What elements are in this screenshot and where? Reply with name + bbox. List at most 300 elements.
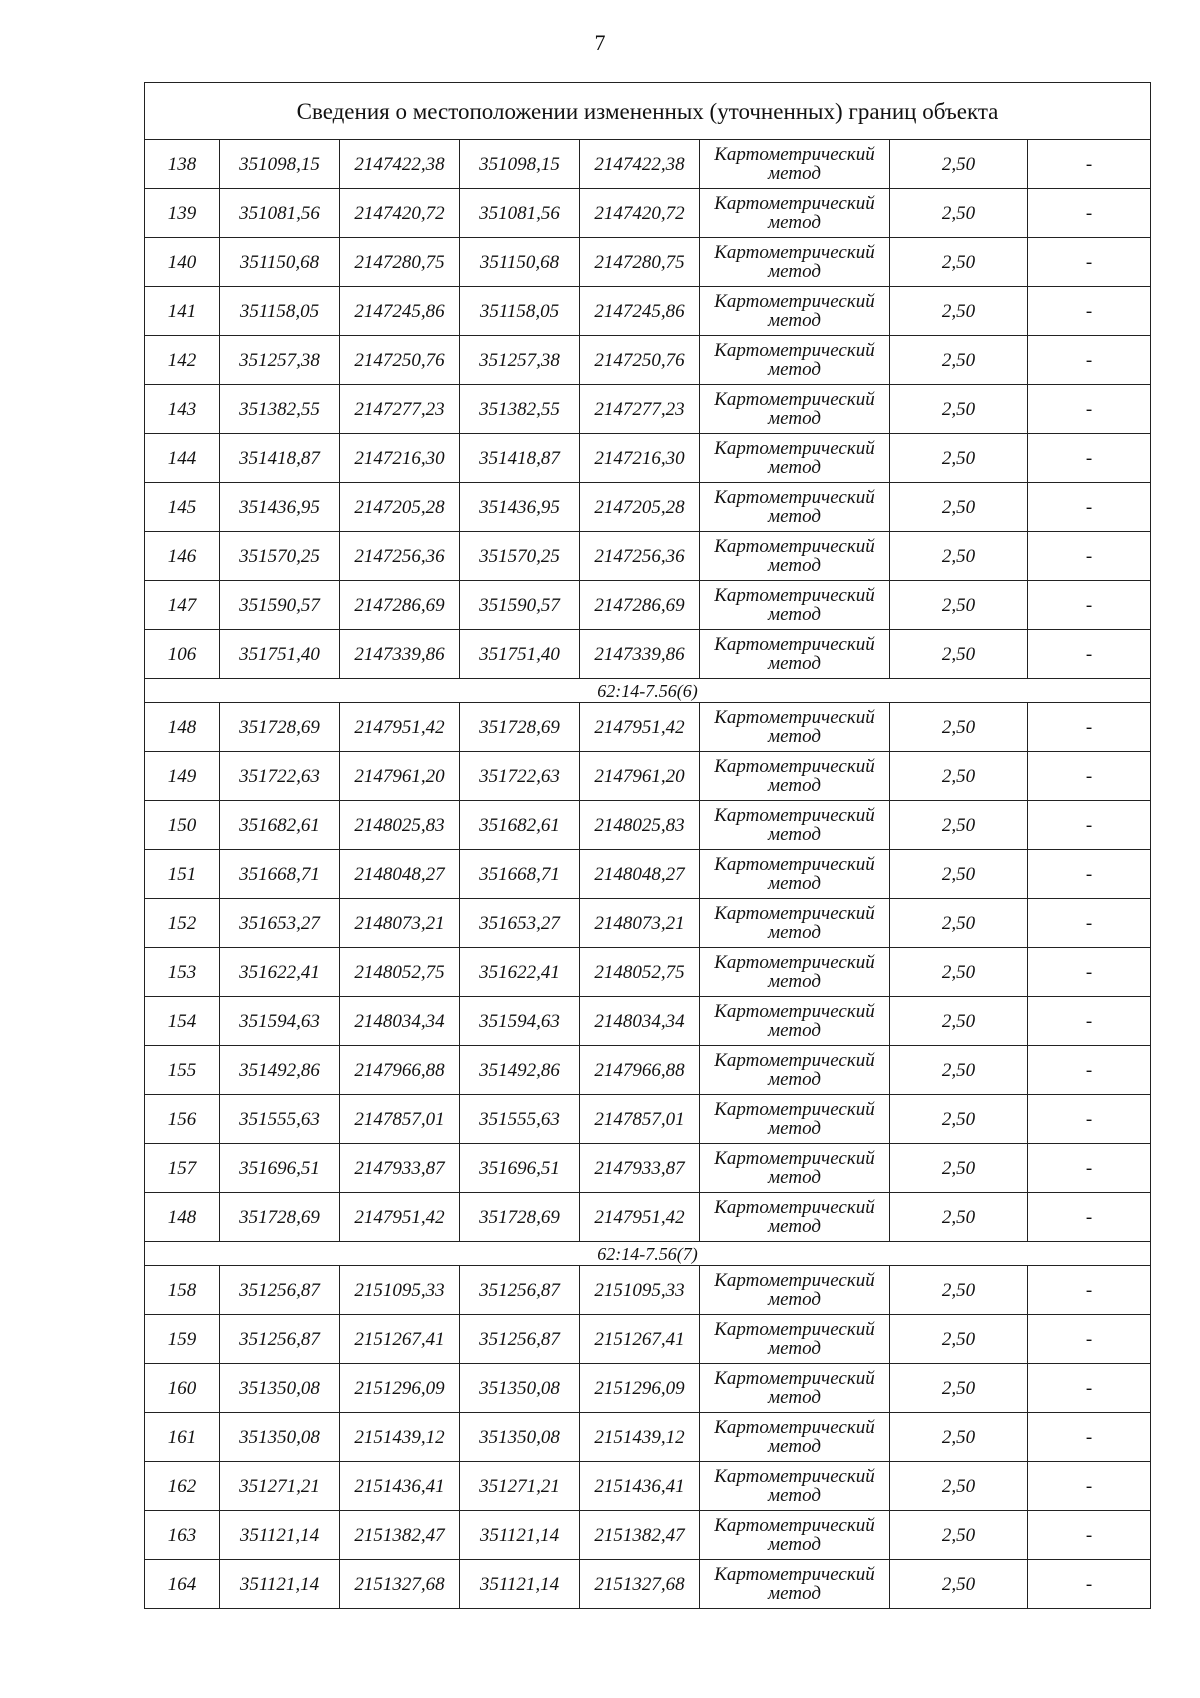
method-cell <box>700 948 890 997</box>
method-line-2: метод <box>768 555 821 576</box>
new-x-cell: 351098,15 <box>460 140 580 189</box>
table-row <box>145 1266 1151 1315</box>
new-x-cell: 351594,63 <box>460 997 580 1046</box>
precision-cell: 2,50 <box>890 581 1028 630</box>
new-x-cell: 351570,25 <box>460 532 580 581</box>
existing-y-cell: 2147256,36 <box>340 532 460 581</box>
point-number-cell: 140 <box>145 238 220 287</box>
existing-y-cell: 2147933,87 <box>340 1144 460 1193</box>
note-cell: - <box>1028 336 1151 385</box>
existing-x-cell: 351622,41 <box>220 948 340 997</box>
point-number-cell: 148 <box>145 1193 220 1242</box>
table-body <box>145 83 1151 1609</box>
existing-y-cell: 2147966,88 <box>340 1046 460 1095</box>
point-number-cell: 146 <box>145 532 220 581</box>
point-number-cell: 157 <box>145 1144 220 1193</box>
method-cell <box>700 630 890 679</box>
existing-x-cell: 351590,57 <box>220 581 340 630</box>
existing-y-cell: 2151095,33 <box>340 1266 460 1315</box>
precision-cell: 2,50 <box>890 1095 1028 1144</box>
existing-x-cell: 351418,87 <box>220 434 340 483</box>
point-number-cell: 162 <box>145 1462 220 1511</box>
existing-y-cell: 2147961,20 <box>340 752 460 801</box>
method-cell <box>700 899 890 948</box>
point-number-cell: 153 <box>145 948 220 997</box>
note-cell: - <box>1028 899 1151 948</box>
new-x-cell: 351121,14 <box>460 1511 580 1560</box>
note-cell: - <box>1028 850 1151 899</box>
new-y-cell: 2147933,87 <box>580 1144 700 1193</box>
precision-cell: 2,50 <box>890 1266 1028 1315</box>
point-number-cell: 143 <box>145 385 220 434</box>
new-x-cell: 351382,55 <box>460 385 580 434</box>
precision-cell: 2,50 <box>890 532 1028 581</box>
method-line-1: Картометрический <box>714 389 875 410</box>
table-row <box>145 1193 1151 1242</box>
method-cell <box>700 581 890 630</box>
method-line-1: Картометрический <box>714 144 875 165</box>
new-y-cell: 2147277,23 <box>580 385 700 434</box>
note-cell: - <box>1028 1095 1151 1144</box>
method-line-1: Картометрический <box>714 756 875 777</box>
note-cell: - <box>1028 287 1151 336</box>
note-cell: - <box>1028 1266 1151 1315</box>
note-cell: - <box>1028 1144 1151 1193</box>
method-line-1: Картометрический <box>714 1148 875 1169</box>
method-line-1: Картометрический <box>714 1368 875 1389</box>
existing-x-cell: 351653,27 <box>220 899 340 948</box>
method-line-1: Картометрический <box>714 340 875 361</box>
table-row <box>145 287 1151 336</box>
method-cell <box>700 1193 890 1242</box>
method-cell <box>700 1364 890 1413</box>
new-y-cell: 2147286,69 <box>580 581 700 630</box>
note-cell: - <box>1028 385 1151 434</box>
method-line-2: метод <box>768 1069 821 1090</box>
table-row <box>145 1144 1151 1193</box>
note-cell: - <box>1028 581 1151 630</box>
method-cell <box>700 801 890 850</box>
section-row <box>145 1242 1151 1266</box>
method-line-2: метод <box>768 212 821 233</box>
table-row <box>145 1364 1151 1413</box>
precision-cell: 2,50 <box>890 801 1028 850</box>
existing-y-cell: 2147280,75 <box>340 238 460 287</box>
existing-y-cell: 2147245,86 <box>340 287 460 336</box>
method-line-2: метод <box>768 824 821 845</box>
new-x-cell: 351257,38 <box>460 336 580 385</box>
new-y-cell: 2147857,01 <box>580 1095 700 1144</box>
existing-y-cell: 2147420,72 <box>340 189 460 238</box>
new-y-cell: 2147245,86 <box>580 287 700 336</box>
new-y-cell: 2148048,27 <box>580 850 700 899</box>
method-cell <box>700 1095 890 1144</box>
table-row <box>145 189 1151 238</box>
table-row <box>145 1560 1151 1609</box>
precision-cell: 2,50 <box>890 483 1028 532</box>
method-line-2: метод <box>768 359 821 380</box>
point-number-cell: 164 <box>145 1560 220 1609</box>
existing-y-cell: 2147205,28 <box>340 483 460 532</box>
existing-x-cell: 351350,08 <box>220 1413 340 1462</box>
existing-y-cell: 2147951,42 <box>340 1193 460 1242</box>
new-x-cell: 351653,27 <box>460 899 580 948</box>
method-line-2: метод <box>768 726 821 747</box>
precision-cell: 2,50 <box>890 997 1028 1046</box>
existing-y-cell: 2151436,41 <box>340 1462 460 1511</box>
method-cell <box>700 532 890 581</box>
method-line-2: метод <box>768 310 821 331</box>
method-cell <box>700 1266 890 1315</box>
method-line-2: метод <box>768 1436 821 1457</box>
existing-x-cell: 351121,14 <box>220 1511 340 1560</box>
method-cell <box>700 1315 890 1364</box>
new-x-cell: 351696,51 <box>460 1144 580 1193</box>
new-y-cell: 2151439,12 <box>580 1413 700 1462</box>
existing-x-cell: 351081,56 <box>220 189 340 238</box>
table-row <box>145 948 1151 997</box>
point-number-cell: 142 <box>145 336 220 385</box>
point-number-cell: 160 <box>145 1364 220 1413</box>
new-x-cell: 351751,40 <box>460 630 580 679</box>
new-y-cell: 2151382,47 <box>580 1511 700 1560</box>
method-cell <box>700 385 890 434</box>
existing-x-cell: 351722,63 <box>220 752 340 801</box>
existing-y-cell: 2147277,23 <box>340 385 460 434</box>
new-x-cell: 351081,56 <box>460 189 580 238</box>
point-number-cell: 139 <box>145 189 220 238</box>
point-number-cell: 147 <box>145 581 220 630</box>
new-y-cell: 2147250,76 <box>580 336 700 385</box>
method-line-2: метод <box>768 1118 821 1139</box>
table-row <box>145 1315 1151 1364</box>
new-x-cell: 351722,63 <box>460 752 580 801</box>
existing-x-cell: 351121,14 <box>220 1560 340 1609</box>
table-row <box>145 801 1151 850</box>
new-x-cell: 351418,87 <box>460 434 580 483</box>
method-line-2: метод <box>768 457 821 478</box>
method-line-2: метод <box>768 163 821 184</box>
method-cell <box>700 1462 890 1511</box>
note-cell: - <box>1028 630 1151 679</box>
new-y-cell: 2151296,09 <box>580 1364 700 1413</box>
note-cell: - <box>1028 434 1151 483</box>
table-row <box>145 850 1151 899</box>
new-x-cell: 351668,71 <box>460 850 580 899</box>
method-cell <box>700 1413 890 1462</box>
method-line-2: метод <box>768 1534 821 1555</box>
method-line-1: Картометрический <box>714 585 875 606</box>
point-number-cell: 106 <box>145 630 220 679</box>
existing-x-cell: 351382,55 <box>220 385 340 434</box>
existing-x-cell: 351256,87 <box>220 1266 340 1315</box>
existing-y-cell: 2148073,21 <box>340 899 460 948</box>
method-cell <box>700 287 890 336</box>
note-cell: - <box>1028 140 1151 189</box>
new-y-cell: 2147256,36 <box>580 532 700 581</box>
new-y-cell: 2151436,41 <box>580 1462 700 1511</box>
method-cell <box>700 1511 890 1560</box>
new-y-cell: 2147422,38 <box>580 140 700 189</box>
note-cell: - <box>1028 997 1151 1046</box>
method-line-2: метод <box>768 1020 821 1041</box>
existing-y-cell: 2151439,12 <box>340 1413 460 1462</box>
precision-cell: 2,50 <box>890 1511 1028 1560</box>
note-cell: - <box>1028 238 1151 287</box>
method-line-1: Картометрический <box>714 634 875 655</box>
new-y-cell: 2147280,75 <box>580 238 700 287</box>
table-row <box>145 581 1151 630</box>
precision-cell: 2,50 <box>890 1144 1028 1193</box>
table-row <box>145 899 1151 948</box>
point-number-cell: 156 <box>145 1095 220 1144</box>
table-row <box>145 1462 1151 1511</box>
existing-y-cell: 2147951,42 <box>340 703 460 752</box>
note-cell: - <box>1028 483 1151 532</box>
method-line-1: Картометрический <box>714 1099 875 1120</box>
method-line-1: Картометрический <box>714 536 875 557</box>
existing-x-cell: 351257,38 <box>220 336 340 385</box>
section-row <box>145 679 1151 703</box>
existing-x-cell: 351555,63 <box>220 1095 340 1144</box>
note-cell: - <box>1028 948 1151 997</box>
new-y-cell: 2147961,20 <box>580 752 700 801</box>
note-cell: - <box>1028 1364 1151 1413</box>
existing-y-cell: 2147250,76 <box>340 336 460 385</box>
method-cell <box>700 850 890 899</box>
point-number-cell: 161 <box>145 1413 220 1462</box>
point-number-cell: 138 <box>145 140 220 189</box>
precision-cell: 2,50 <box>890 434 1028 483</box>
existing-x-cell: 351682,61 <box>220 801 340 850</box>
existing-y-cell: 2148034,34 <box>340 997 460 1046</box>
point-number-cell: 148 <box>145 703 220 752</box>
method-line-1: Картометрический <box>714 805 875 826</box>
method-line-1: Картометрический <box>714 1270 875 1291</box>
new-x-cell: 351492,86 <box>460 1046 580 1095</box>
existing-x-cell: 351594,63 <box>220 997 340 1046</box>
new-y-cell: 2147205,28 <box>580 483 700 532</box>
method-line-1: Картометрический <box>714 952 875 973</box>
new-x-cell: 351350,08 <box>460 1413 580 1462</box>
new-x-cell: 351728,69 <box>460 1193 580 1242</box>
precision-cell: 2,50 <box>890 1413 1028 1462</box>
note-cell: - <box>1028 1511 1151 1560</box>
existing-y-cell: 2151267,41 <box>340 1315 460 1364</box>
new-x-cell: 351728,69 <box>460 703 580 752</box>
new-y-cell: 2147951,42 <box>580 703 700 752</box>
existing-x-cell: 351696,51 <box>220 1144 340 1193</box>
method-cell <box>700 997 890 1046</box>
method-line-1: Картометрический <box>714 193 875 214</box>
new-y-cell: 2151267,41 <box>580 1315 700 1364</box>
new-y-cell: 2148052,75 <box>580 948 700 997</box>
table-row <box>145 997 1151 1046</box>
existing-x-cell: 351668,71 <box>220 850 340 899</box>
method-line-1: Картометрический <box>714 903 875 924</box>
method-cell <box>700 752 890 801</box>
new-x-cell: 351622,41 <box>460 948 580 997</box>
table-row <box>145 752 1151 801</box>
precision-cell: 2,50 <box>890 1462 1028 1511</box>
point-number-cell: 151 <box>145 850 220 899</box>
existing-x-cell: 351150,68 <box>220 238 340 287</box>
new-x-cell: 351271,21 <box>460 1462 580 1511</box>
method-line-2: метод <box>768 604 821 625</box>
method-cell <box>700 483 890 532</box>
precision-cell: 2,50 <box>890 1364 1028 1413</box>
note-cell: - <box>1028 189 1151 238</box>
new-y-cell: 2151095,33 <box>580 1266 700 1315</box>
method-line-1: Картометрический <box>714 1466 875 1487</box>
point-number-cell: 158 <box>145 1266 220 1315</box>
method-line-1: Картометрический <box>714 242 875 263</box>
note-cell: - <box>1028 1413 1151 1462</box>
table-title: Сведения о местоположении измененных (уточненных) границ объекта <box>145 83 1151 140</box>
precision-cell: 2,50 <box>890 1560 1028 1609</box>
method-cell <box>700 434 890 483</box>
table-row <box>145 1511 1151 1560</box>
method-line-1: Картометрический <box>714 1564 875 1585</box>
precision-cell: 2,50 <box>890 385 1028 434</box>
existing-x-cell: 351570,25 <box>220 532 340 581</box>
method-line-1: Картометрический <box>714 1001 875 1022</box>
point-number-cell: 159 <box>145 1315 220 1364</box>
precision-cell: 2,50 <box>890 189 1028 238</box>
existing-y-cell: 2151327,68 <box>340 1560 460 1609</box>
method-line-2: метод <box>768 261 821 282</box>
method-line-2: метод <box>768 922 821 943</box>
new-x-cell: 351350,08 <box>460 1364 580 1413</box>
existing-y-cell: 2151382,47 <box>340 1511 460 1560</box>
table-row <box>145 434 1151 483</box>
method-cell <box>700 189 890 238</box>
existing-x-cell: 351728,69 <box>220 1193 340 1242</box>
existing-y-cell: 2148052,75 <box>340 948 460 997</box>
precision-cell: 2,50 <box>890 899 1028 948</box>
note-cell: - <box>1028 1046 1151 1095</box>
note-cell: - <box>1028 1193 1151 1242</box>
method-cell <box>700 336 890 385</box>
existing-x-cell: 351728,69 <box>220 703 340 752</box>
existing-y-cell: 2151296,09 <box>340 1364 460 1413</box>
point-number-cell: 163 <box>145 1511 220 1560</box>
method-line-1: Картометрический <box>714 438 875 459</box>
new-x-cell: 351590,57 <box>460 581 580 630</box>
point-number-cell: 155 <box>145 1046 220 1095</box>
method-cell <box>700 1046 890 1095</box>
new-y-cell: 2147339,86 <box>580 630 700 679</box>
precision-cell: 2,50 <box>890 630 1028 679</box>
table-title-row <box>145 83 1151 140</box>
method-line-1: Картометрический <box>714 707 875 728</box>
section-label: 62:14-7.56(7) <box>145 1242 1151 1266</box>
table-row <box>145 385 1151 434</box>
existing-x-cell: 351751,40 <box>220 630 340 679</box>
method-line-2: метод <box>768 1583 821 1604</box>
existing-y-cell: 2148025,83 <box>340 801 460 850</box>
note-cell: - <box>1028 801 1151 850</box>
table-row <box>145 532 1151 581</box>
precision-cell: 2,50 <box>890 238 1028 287</box>
new-y-cell: 2148025,83 <box>580 801 700 850</box>
existing-y-cell: 2147857,01 <box>340 1095 460 1144</box>
method-line-2: метод <box>768 408 821 429</box>
table-row <box>145 1095 1151 1144</box>
new-x-cell: 351121,14 <box>460 1560 580 1609</box>
table-row <box>145 630 1151 679</box>
method-cell <box>700 1144 890 1193</box>
table-row <box>145 703 1151 752</box>
new-x-cell: 351682,61 <box>460 801 580 850</box>
new-y-cell: 2147420,72 <box>580 189 700 238</box>
method-line-2: метод <box>768 1338 821 1359</box>
method-line-2: метод <box>768 1167 821 1188</box>
new-y-cell: 2147966,88 <box>580 1046 700 1095</box>
precision-cell: 2,50 <box>890 948 1028 997</box>
new-y-cell: 2148073,21 <box>580 899 700 948</box>
method-cell <box>700 140 890 189</box>
method-line-1: Картометрический <box>714 1050 875 1071</box>
note-cell: - <box>1028 1560 1151 1609</box>
page-number: 7 <box>594 30 606 55</box>
method-line-2: метод <box>768 775 821 796</box>
table-row <box>145 483 1151 532</box>
table-row <box>145 140 1151 189</box>
note-cell: - <box>1028 1462 1151 1511</box>
point-number-cell: 150 <box>145 801 220 850</box>
method-line-1: Картометрический <box>714 487 875 508</box>
point-number-cell: 154 <box>145 997 220 1046</box>
existing-y-cell: 2147339,86 <box>340 630 460 679</box>
section-label: 62:14-7.56(6) <box>145 679 1151 703</box>
precision-cell: 2,50 <box>890 336 1028 385</box>
precision-cell: 2,50 <box>890 850 1028 899</box>
new-x-cell: 351256,87 <box>460 1315 580 1364</box>
method-line-2: метод <box>768 873 821 894</box>
note-cell: - <box>1028 703 1151 752</box>
new-x-cell: 351256,87 <box>460 1266 580 1315</box>
point-number-cell: 152 <box>145 899 220 948</box>
method-line-1: Картометрический <box>714 1417 875 1438</box>
new-x-cell: 351555,63 <box>460 1095 580 1144</box>
point-number-cell: 145 <box>145 483 220 532</box>
table-row <box>145 1046 1151 1095</box>
existing-x-cell: 351350,08 <box>220 1364 340 1413</box>
note-cell: - <box>1028 532 1151 581</box>
method-cell <box>700 238 890 287</box>
method-line-2: метод <box>768 971 821 992</box>
point-number-cell: 149 <box>145 752 220 801</box>
method-cell <box>700 1560 890 1609</box>
new-y-cell: 2147216,30 <box>580 434 700 483</box>
existing-x-cell: 351098,15 <box>220 140 340 189</box>
precision-cell: 2,50 <box>890 1193 1028 1242</box>
method-line-1: Картометрический <box>714 291 875 312</box>
existing-x-cell: 351271,21 <box>220 1462 340 1511</box>
note-cell: - <box>1028 752 1151 801</box>
new-x-cell: 351150,68 <box>460 238 580 287</box>
existing-x-cell: 351492,86 <box>220 1046 340 1095</box>
table-row <box>145 336 1151 385</box>
method-line-1: Картометрический <box>714 1319 875 1340</box>
precision-cell: 2,50 <box>890 287 1028 336</box>
existing-x-cell: 351436,95 <box>220 483 340 532</box>
method-line-2: метод <box>768 1387 821 1408</box>
precision-cell: 2,50 <box>890 1046 1028 1095</box>
existing-y-cell: 2147216,30 <box>340 434 460 483</box>
precision-cell: 2,50 <box>890 703 1028 752</box>
